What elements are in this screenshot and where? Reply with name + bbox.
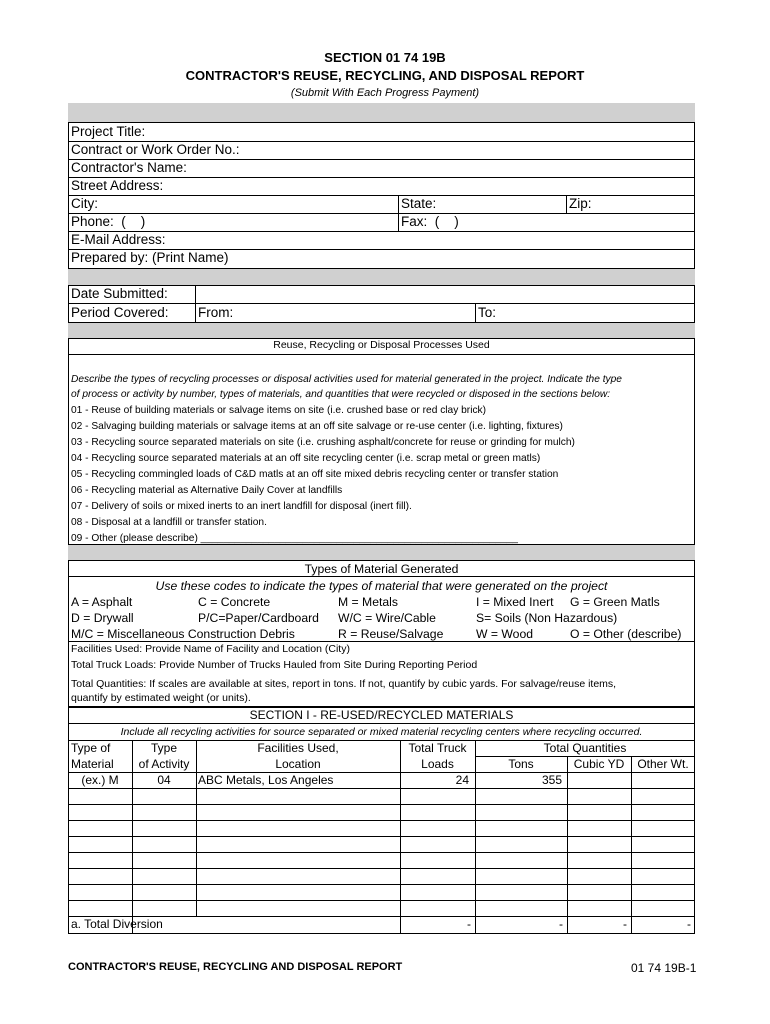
col-facilities-line1: Facilities Used, <box>257 741 339 755</box>
section-number: SECTION 01 74 19B <box>324 50 446 65</box>
example-loads: 24 <box>455 773 469 787</box>
contractor-name-field[interactable]: Contractor's Name: <box>71 160 187 175</box>
col-tons: Tons <box>508 757 534 771</box>
gray-separator <box>68 269 695 285</box>
code-soils: S= Soils (Non Hazardous) <box>476 611 618 625</box>
example-activity: 04 <box>157 773 171 787</box>
code-mixed-inert: I = Mixed Inert <box>476 595 554 609</box>
processes-heading: Reuse, Recycling or Disposal Processes Used <box>273 339 490 351</box>
code-other: O = Other (describe) <box>570 627 682 641</box>
period-covered-label: Period Covered: <box>71 305 169 320</box>
date-submitted-label: Date Submitted: <box>71 286 168 301</box>
total-diversion-label: a. Total Diversion <box>71 917 163 931</box>
section1-heading: SECTION I - RE-USED/RECYCLED MATERIALS <box>249 708 514 722</box>
city-field[interactable]: City: <box>71 196 98 211</box>
col-type-activity-line2: of Activity <box>138 757 190 771</box>
process-item-05: 05 - Recycling commingled loads of C&D matls at an off site mixed debris recycling center or transfer station <box>71 469 559 480</box>
process-item-04: 04 - Recycling source separated materials at an off site recycling center (i.e. scrap metal or green matls) <box>71 453 541 464</box>
note-truck-loads: Total Truck Loads: Provide Number of Trucks Hauled from Site During Reporting Period <box>71 659 478 671</box>
fax-field[interactable]: Fax: ( ) <box>401 214 459 229</box>
col-type-activity-line1: Type <box>150 741 177 755</box>
code-metals: M = Metals <box>338 595 398 609</box>
phone-field[interactable]: Phone: ( ) <box>71 214 146 229</box>
processes-intro-line2: of process or activity by number, types of materials, and quantities that were recycled or disposed in the sections below: <box>71 389 611 400</box>
period-to-field[interactable]: To: <box>478 305 497 320</box>
zip-field[interactable]: Zip: <box>569 196 592 211</box>
process-item-06: 06 - Recycling material as Alternative Daily Cover at landfills <box>71 485 343 496</box>
code-wood: W = Wood <box>476 627 534 641</box>
example-tons: 355 <box>541 773 562 787</box>
note-quantities-line2: quantify by estimated weight (or units). <box>71 692 251 704</box>
form-subtitle: (Submit With Each Progress Payment) <box>290 87 480 99</box>
process-item-08: 08 - Disposal at a landfill or transfer station. <box>71 517 267 528</box>
note-facilities: Facilities Used: Provide Name of Facility and Location (City) <box>71 643 350 655</box>
col-facilities-line2: Location <box>275 757 321 771</box>
process-item-01: 01 - Reuse of building materials or salvage items on site (i.e. crushed base or red clay brick) <box>71 405 487 416</box>
footer-page-number: 01 74 19B-1 <box>631 961 697 975</box>
materials-heading: Types of Material Generated <box>304 562 459 576</box>
col-type-material-line2: Material <box>71 757 114 771</box>
code-concrete: C = Concrete <box>198 595 271 609</box>
processes-intro-line1: Describe the types of recycling processes or disposal activities used for material generated in the project. Indicate the type <box>71 374 622 385</box>
total-cubic-yd: - <box>623 917 627 931</box>
col-truck-loads-line2: Loads <box>421 757 454 771</box>
process-item-09: 09 - Other (please describe) ________________________________________________________ <box>71 533 518 544</box>
code-green-matls: G = Green Matls <box>570 595 660 609</box>
state-field[interactable]: State: <box>401 196 437 211</box>
form-title: CONTRACTOR'S REUSE, RECYCLING, AND DISPOSAL REPORT <box>185 68 585 83</box>
process-item-03: 03 - Recycling source separated materials on site (i.e. crushing asphalt/concrete for reuse or grinding for mulch) <box>71 437 575 448</box>
gray-separator <box>68 323 695 338</box>
code-misc-debris: M/C = Miscellaneous Construction Debris <box>71 627 295 641</box>
materials-instruction: Use these codes to indicate the types of material that were generated on the project <box>155 579 608 593</box>
footer-title: CONTRACTOR'S REUSE, RECYCLING AND DISPOSAL REPORT <box>68 961 403 973</box>
process-item-02: 02 - Salvaging building materials or salvage items at an off site salvage or re-use center (i.e. lighting, fixtures) <box>71 421 563 432</box>
code-paper-cardboard: P/C=Paper/Cardboard <box>198 611 319 625</box>
code-wire-cable: W/C = Wire/Cable <box>338 611 436 625</box>
gray-separator <box>68 545 695 560</box>
col-type-material-line1: Type of <box>71 741 111 755</box>
total-loads: - <box>467 917 471 931</box>
code-drywall: D = Drywall <box>71 611 134 625</box>
col-total-quantities: Total Quantities <box>543 741 627 755</box>
code-asphalt: A = Asphalt <box>71 595 133 609</box>
gray-separator <box>68 103 695 122</box>
email-field[interactable]: E-Mail Address: <box>71 232 166 247</box>
code-reuse-salvage: R = Reuse/Salvage <box>338 627 444 641</box>
col-other-wt: Other Wt. <box>637 757 689 771</box>
process-item-07: 07 - Delivery of soils or mixed inerts to an inert landfill for disposal (inert fill). <box>71 501 412 512</box>
section1-instruction: Include all recycling activities for source separated or mixed material recycling centers where recycling occurred. <box>120 726 643 738</box>
period-from-field[interactable]: From: <box>198 305 234 320</box>
note-quantities-line1: Total Quantities: If scales are available at sites, report in tons. If not, quantify by cubic yards. For salvage/reuse items, <box>71 678 617 690</box>
col-truck-loads-line1: Total Truck <box>408 741 467 755</box>
contract-number-field[interactable]: Contract or Work Order No.: <box>71 142 240 157</box>
prepared-by-field[interactable]: Prepared by: (Print Name) <box>71 250 229 265</box>
total-other-wt: - <box>687 917 691 931</box>
total-tons: - <box>559 917 563 931</box>
example-facility: ABC Metals, Los Angeles <box>198 773 334 787</box>
example-material: (ex.) M <box>81 773 119 787</box>
project-title-field[interactable]: Project Title: <box>71 124 146 139</box>
street-address-field[interactable]: Street Address: <box>71 178 164 193</box>
col-cubic-yd: Cubic YD <box>573 757 625 771</box>
